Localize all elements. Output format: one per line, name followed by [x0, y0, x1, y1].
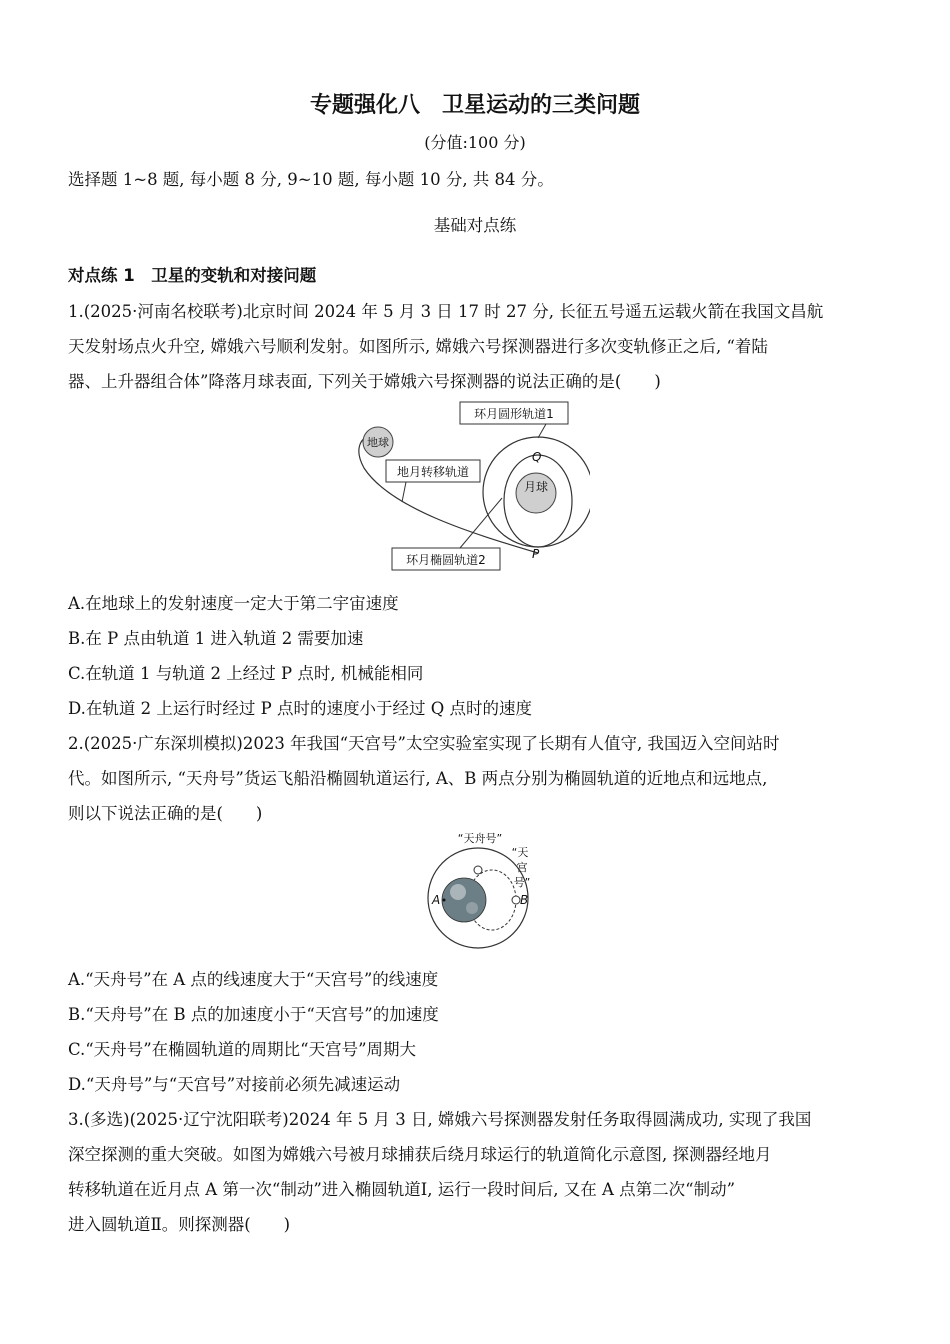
- q1-option-d: D.在轨道 2 上运行时经过 P 点时的速度小于经过 Q 点时的速度: [68, 699, 532, 718]
- q2-orbit-figure: [412, 828, 542, 952]
- q1-stem-line2: 天发射场点火升空, 嫦娥六号顺利发射。如图所示, 嫦娥六号探测器进行多次变轨修正之后, “着陆: [68, 337, 768, 356]
- q3-stem-line1: 3.(多选)(2025·辽宁沈阳联考)2024 年 5 月 3 日, 嫦娥六号探测器发射任务取得圆满成功, 实现了我国: [68, 1110, 812, 1129]
- q3-stem-line4: 进入圆轨道Ⅱ。则探测器( ): [68, 1215, 291, 1234]
- tiangong-label-1: “天: [511, 846, 529, 859]
- point-a-label: A: [432, 893, 441, 907]
- transfer-leader: [402, 482, 406, 502]
- point-a-dot: [443, 899, 446, 902]
- point-b-label: B: [520, 893, 529, 907]
- orbit1-label: 环月圆形轨道1: [474, 407, 554, 421]
- page-title: 专题强化八 卫星运动的三类问题: [309, 93, 640, 118]
- earth-cloud-1: [450, 884, 466, 900]
- section-heading: 基础对点练: [433, 216, 517, 235]
- q1-option-c: C.在轨道 1 与轨道 2 上经过 P 点时, 机械能相同: [68, 664, 424, 683]
- practice-heading: 对点练 1 卫星的变轨和对接问题: [68, 266, 317, 285]
- tiangong-label-3: 号”: [513, 876, 531, 889]
- q2-option-c: C.“天舟号”在椭圆轨道的周期比“天宫号”周期大: [68, 1040, 417, 1059]
- q2-option-d: D.“天舟号”与“天宫号”对接前必须先减速运动: [68, 1075, 401, 1094]
- tiangong-marker: [512, 896, 520, 904]
- tianzhou-marker: [474, 866, 482, 874]
- q1-orbit-figure: [350, 398, 590, 574]
- tianzhou-label: “天舟号”: [457, 832, 503, 845]
- point-q-label: Q: [532, 450, 542, 464]
- tiangong-label-2: 宫: [516, 861, 528, 874]
- earth-label: 地球: [367, 436, 389, 449]
- score-note: (分值:100 分): [424, 133, 526, 152]
- q2-option-b: B.“天舟号”在 B 点的加速度小于“天宫号”的加速度: [68, 1005, 439, 1024]
- q1-option-b: B.在 P 点由轨道 1 进入轨道 2 需要加速: [68, 629, 364, 648]
- q2-stem-line1: 2.(2025·广东深圳模拟)2023 年我国“天宫号”太空实验室实现了长期有人值守, 我国迈入空间站时: [68, 734, 780, 753]
- q3-stem-line2: 深空探测的重大突破。如图为嫦娥六号被月球捕获后绕月球运行的轨道简化示意图, 探测器经地月: [68, 1145, 772, 1164]
- q1-stem-line3: 器、上升器组合体”降落月球表面, 下列关于嫦娥六号探测器的说法正确的是( ): [68, 372, 661, 391]
- q3-stem-line3: 转移轨道在近月点 A 第一次“制动”进入椭圆轨道Ⅰ, 运行一段时间后, 又在 A 点第二次“制动”: [68, 1180, 736, 1199]
- earth-cloud-2: [466, 902, 478, 914]
- q2-stem-line2: 代。如图所示, “天舟号”货运飞船沿椭圆轨道运行, A、B 两点分别为椭圆轨道的近地点和远地点,: [68, 769, 768, 788]
- q1-option-a: A.在地球上的发射速度一定大于第二宇宙速度: [68, 594, 399, 613]
- q1-stem-line1: 1.(2025·河南名校联考)北京时间 2024 年 5 月 3 日 17 时 27 分, 长征五号遥五运载火箭在我国文昌航: [68, 302, 824, 321]
- earth-globe: [442, 878, 486, 922]
- transfer-label: 地月转移轨道: [396, 465, 470, 479]
- q2-option-a: A.“天舟号”在 A 点的线速度大于“天宫号”的线速度: [68, 970, 439, 989]
- orbit2-label: 环月椭圆轨道2: [406, 553, 486, 567]
- moon-label: 月球: [523, 480, 549, 494]
- point-p-label: P: [532, 547, 540, 561]
- intro-text: 选择题 1~8 题, 每小题 8 分, 9~10 题, 每小题 10 分, 共 84 分。: [68, 170, 554, 189]
- q2-stem-line3: 则以下说法正确的是( ): [68, 804, 263, 823]
- orbit1-leader: [538, 424, 546, 438]
